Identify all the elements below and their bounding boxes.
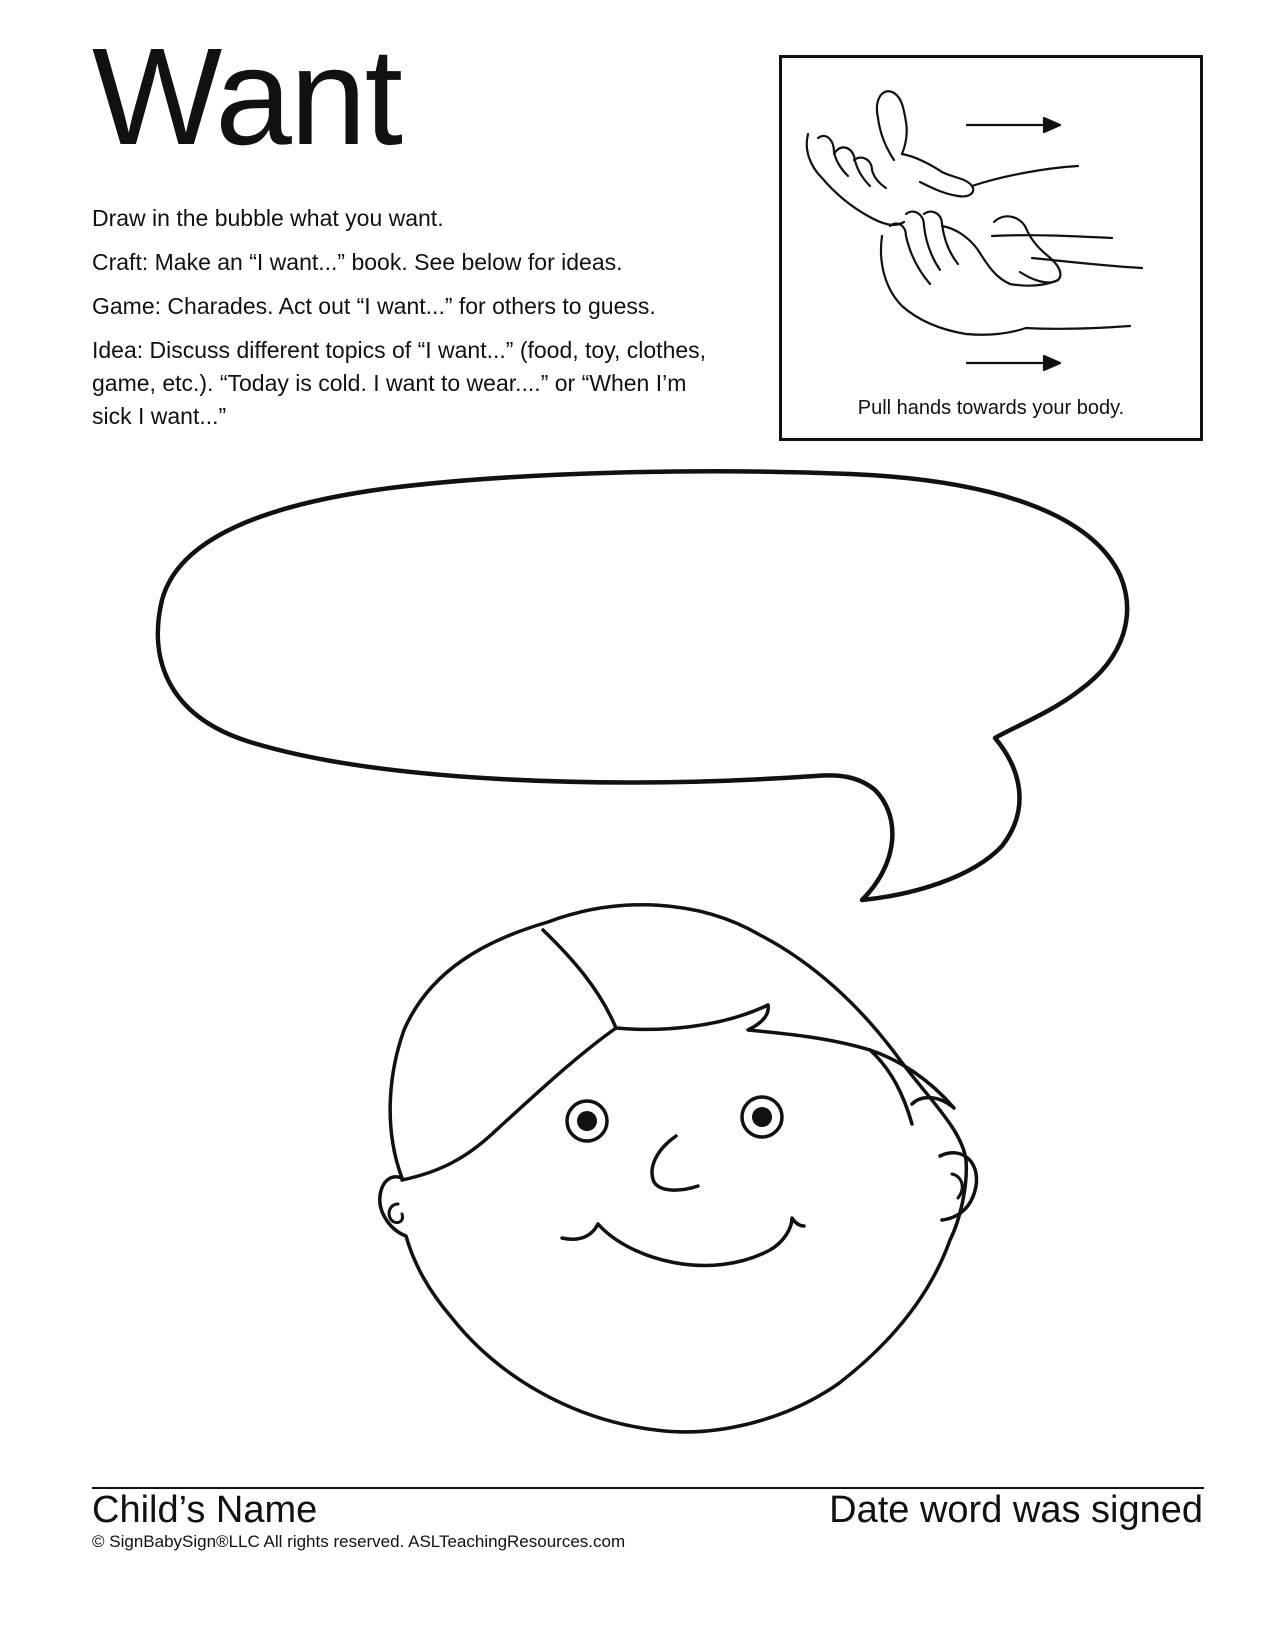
right-eye <box>742 1097 782 1137</box>
child-name-label: Child’s Name <box>92 1489 318 1531</box>
hair-fringe <box>402 1005 954 1180</box>
speech-bubble[interactable] <box>158 471 1127 900</box>
page-title: Want <box>92 20 401 174</box>
hair-side <box>870 1050 912 1124</box>
instruction-draw: Draw in the bubble what you want. <box>92 205 444 231</box>
sign-caption: Pull hands towards your body. <box>857 397 1125 419</box>
left-eye <box>567 1101 607 1141</box>
left-ear-inner <box>389 1204 402 1223</box>
hair-part <box>543 930 616 1028</box>
instruction-game: Game: Charades. Act out “I want...” for others to guess. <box>92 293 656 319</box>
right-ear <box>940 1153 977 1220</box>
instruction-craft: Craft: Make an “I want...” book. See below for ideas. <box>92 249 623 275</box>
head-outline <box>380 905 967 1432</box>
smile <box>562 1218 804 1265</box>
nose <box>652 1136 698 1190</box>
instruction-idea: Idea: Discuss different topics of “I want...” (food, toy, clothes, game, etc.). “Today is cold. I want to wear....” or “When I’m sick I want...” <box>92 337 707 429</box>
right-ear-inner <box>952 1174 962 1198</box>
copyright-notice: © SignBabySign®LLC All rights reserved. ASLTeachingResources.com <box>92 1532 626 1551</box>
date-signed-label: Date word was signed <box>829 1489 1203 1531</box>
